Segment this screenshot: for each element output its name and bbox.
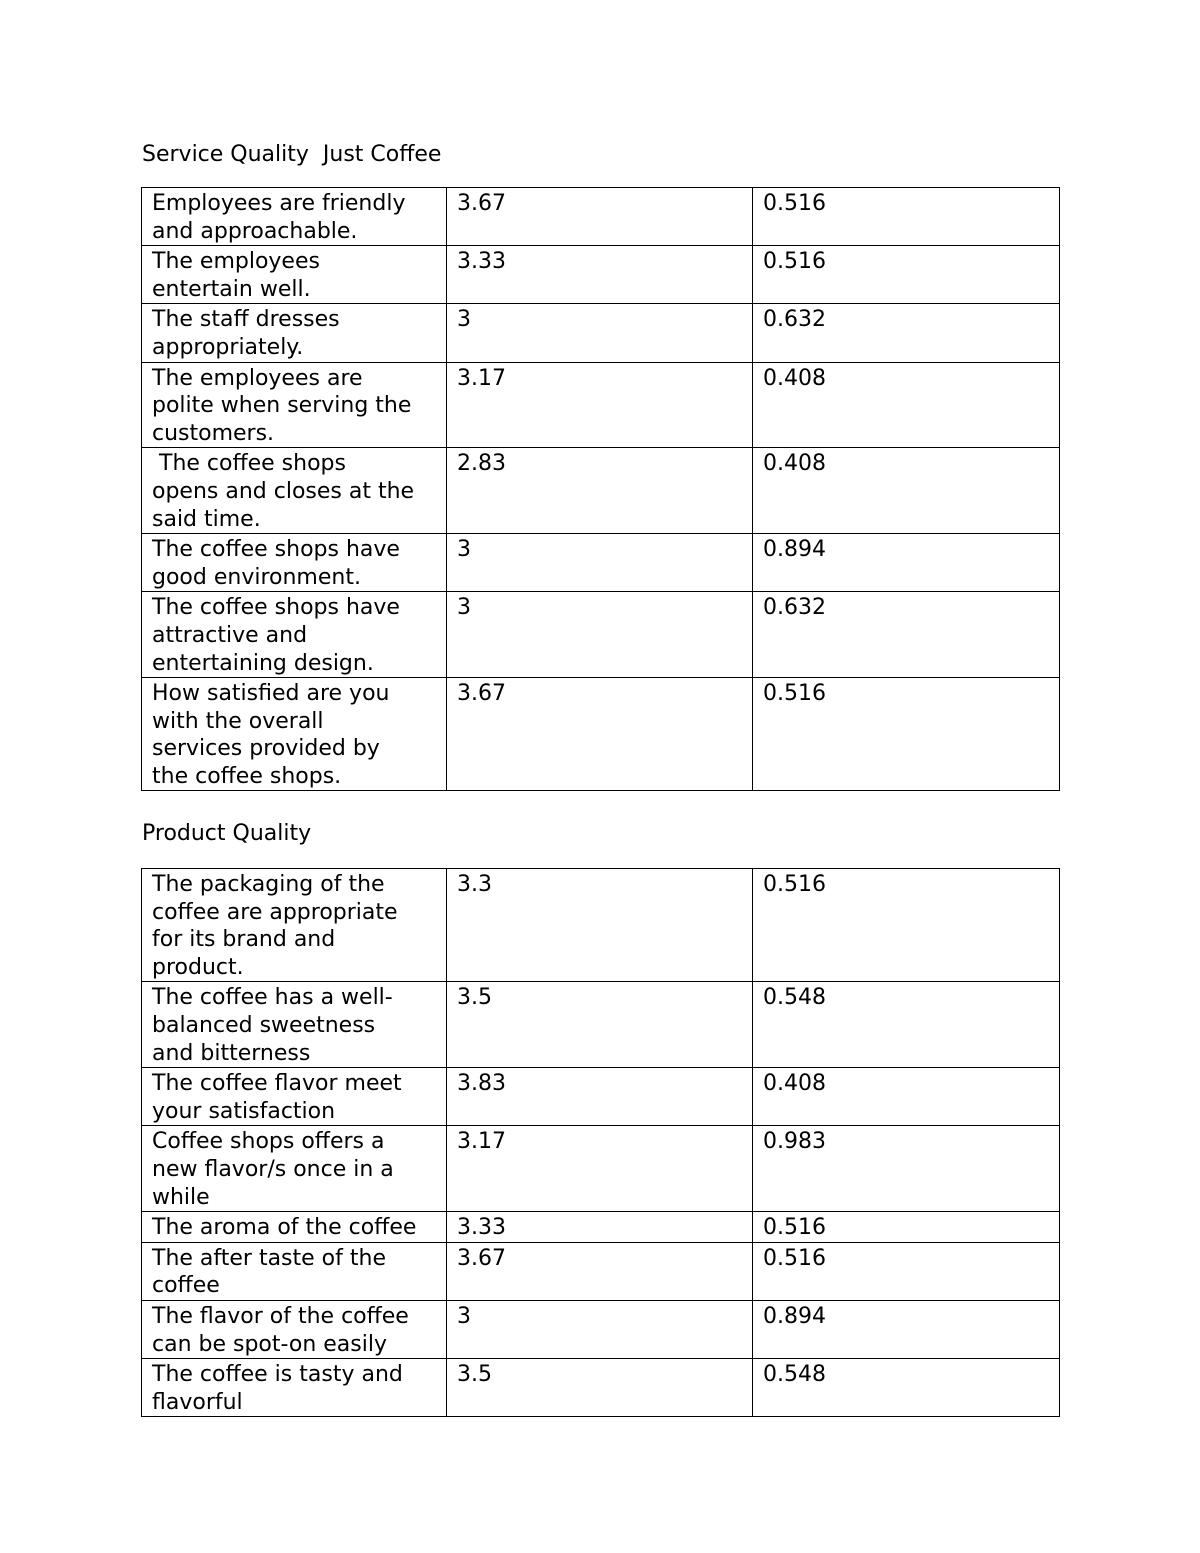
product-quality-table — [141, 868, 1060, 1417]
table-row — [142, 362, 1060, 448]
table-row — [142, 982, 1060, 1068]
sd-cell: 0.548 — [753, 1359, 1060, 1417]
service-quality-table — [141, 187, 1060, 791]
statement-cell: The after taste of the coffee — [142, 1242, 447, 1300]
statement-cell: Coffee shops offers a new flavor/s once in a while — [142, 1126, 447, 1212]
statement-cell: The coffee shops have good environment. — [142, 534, 447, 592]
mean-cell: 3.33 — [447, 246, 753, 304]
statement-cell: The coffee has a well- balanced sweetness and bitterness — [142, 982, 447, 1068]
table-row — [142, 592, 1060, 678]
sd-cell: 0.408 — [753, 448, 1060, 534]
sd-cell: 0.516 — [753, 869, 1060, 982]
table-row — [142, 678, 1060, 791]
sd-cell: 0.516 — [753, 246, 1060, 304]
mean-cell: 3 — [447, 592, 753, 678]
sd-cell: 0.983 — [753, 1126, 1060, 1212]
mean-cell: 3.17 — [447, 1126, 753, 1212]
mean-cell: 3.5 — [447, 982, 753, 1068]
sd-cell: 0.408 — [753, 362, 1060, 448]
statement-cell: The staff dresses appropriately. — [142, 304, 447, 362]
statement-cell: How satisfied are you with the overall services provided by the coffee shops. — [142, 678, 447, 791]
mean-cell: 3.33 — [447, 1212, 753, 1243]
service-quality-title: Service Quality Just Coffee — [142, 142, 442, 167]
statement-cell: The coffee flavor meet your satisfaction — [142, 1068, 447, 1126]
mean-cell: 3.17 — [447, 362, 753, 448]
mean-cell: 3.67 — [447, 1242, 753, 1300]
table-row — [142, 1126, 1060, 1212]
table-row — [142, 1300, 1060, 1358]
table-row — [142, 1212, 1060, 1243]
mean-cell: 3.83 — [447, 1068, 753, 1126]
mean-cell: 2.83 — [447, 448, 753, 534]
statement-cell: Employees are friendly and approachable. — [142, 188, 447, 246]
sd-cell: 0.632 — [753, 592, 1060, 678]
table-row — [142, 188, 1060, 246]
statement-cell: The coffee is tasty and flavorful — [142, 1359, 447, 1417]
mean-cell: 3.67 — [447, 188, 753, 246]
table-row — [142, 1068, 1060, 1126]
sd-cell: 0.548 — [753, 982, 1060, 1068]
sd-cell: 0.516 — [753, 1242, 1060, 1300]
table-row — [142, 448, 1060, 534]
sd-cell: 0.632 — [753, 304, 1060, 362]
table-row — [142, 1242, 1060, 1300]
mean-cell: 3 — [447, 1300, 753, 1358]
table-row — [142, 869, 1060, 982]
sd-cell: 0.516 — [753, 1212, 1060, 1243]
statement-cell: The coffee shops opens and closes at the said time. — [142, 448, 447, 534]
sd-cell: 0.408 — [753, 1068, 1060, 1126]
sd-cell: 0.516 — [753, 678, 1060, 791]
statement-cell: The employees entertain well. — [142, 246, 447, 304]
statement-cell: The employees are polite when serving the customers. — [142, 362, 447, 448]
table-row — [142, 1359, 1060, 1417]
table-row — [142, 246, 1060, 304]
mean-cell: 3.5 — [447, 1359, 753, 1417]
sd-cell: 0.894 — [753, 1300, 1060, 1358]
statement-cell: The coffee shops have attractive and entertaining design. — [142, 592, 447, 678]
mean-cell: 3.3 — [447, 869, 753, 982]
sd-cell: 0.516 — [753, 188, 1060, 246]
product-quality-title: Product Quality — [142, 821, 312, 846]
table-row — [142, 534, 1060, 592]
mean-cell: 3.67 — [447, 678, 753, 791]
statement-cell: The aroma of the coffee — [142, 1212, 447, 1243]
table-row — [142, 304, 1060, 362]
mean-cell: 3 — [447, 534, 753, 592]
statement-cell: The packaging of the coffee are appropriate for its brand and product. — [142, 869, 447, 982]
statement-cell: The flavor of the coffee can be spot-on easily — [142, 1300, 447, 1358]
mean-cell: 3 — [447, 304, 753, 362]
sd-cell: 0.894 — [753, 534, 1060, 592]
